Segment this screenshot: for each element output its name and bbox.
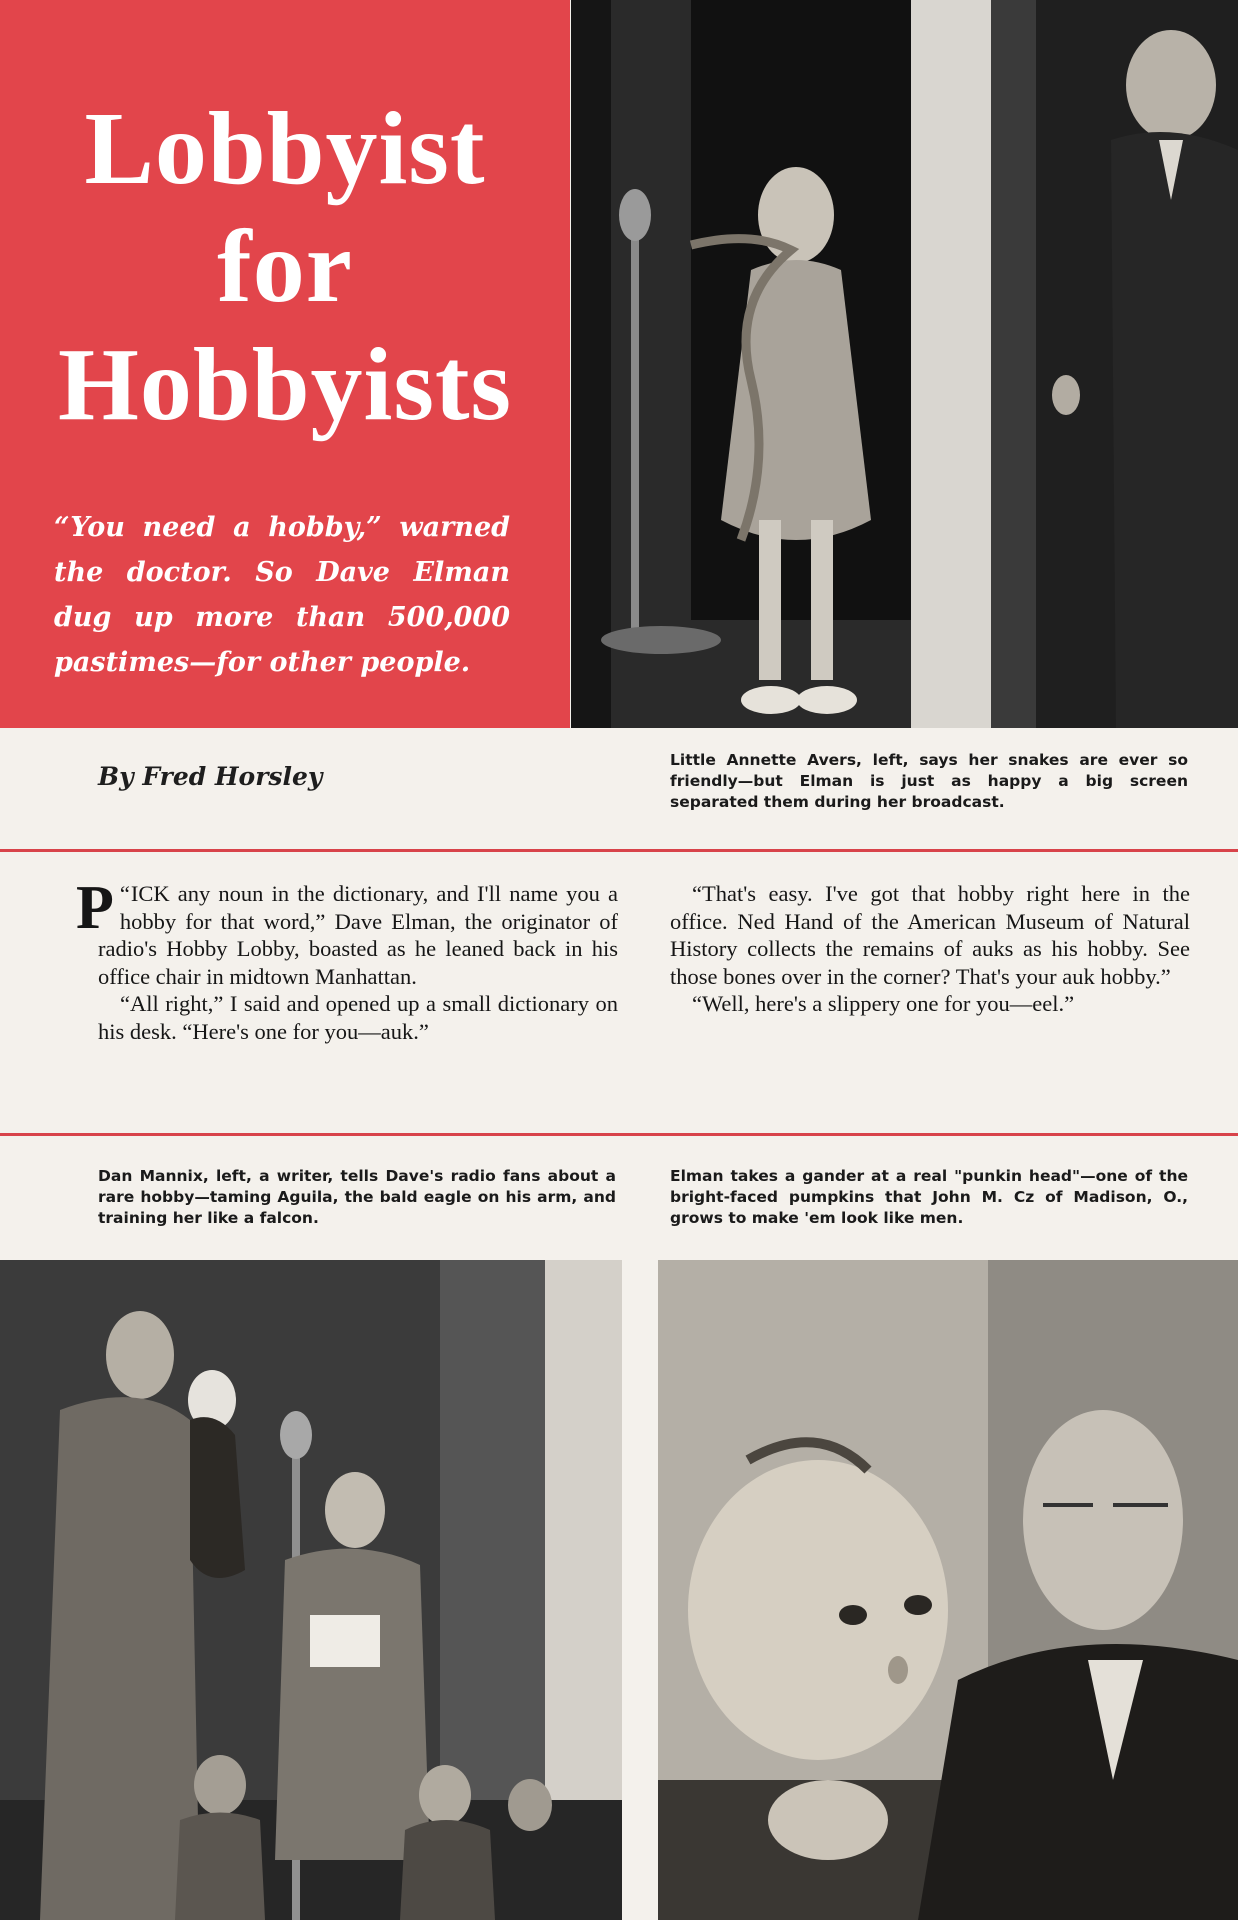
caption-bottom-left-photo: Dan Mannix, left, a writer, tells Dave's radio fans about a rare hobby—taming Aguila, the bald eagle on his arm, and training her like a falcon. (98, 1167, 616, 1227)
article-title (0, 90, 570, 444)
body-column-1 (76, 874, 618, 1045)
drop-cap: P (76, 874, 114, 942)
caption-top-photo: Little Annette Avers, left, says her snakes are ever so friendly—but Elman is just as happy a big screen separated them during her broadcast. (670, 751, 1188, 811)
divider-rule (0, 849, 1238, 852)
photo-girl-with-snake (571, 0, 1238, 728)
body-paragraph-4: “Well, here's a slippery one for you—eel.” (692, 991, 1075, 1016)
body-column-2 (670, 880, 1190, 1018)
caption-bottom-right-photo: Elman takes a gander at a real "punkin head"—one of the bright-faced pumpkins that John M. Cz of Madison, O., grows to make 'em look like men. (670, 1167, 1188, 1227)
photo-pumpkin-head (658, 1260, 1238, 1920)
body-paragraph-3: “That's easy. I've got that hobby right here in the office. Ned Hand of the American Museum of Natural History collects the remains of auks as his hobby. See those bones over in the corner? That's your auk hobby.” (670, 881, 1190, 989)
article-deck: “You need a hobby,” warned the doctor. So Dave Elman dug up more than 500,000 pastimes—for other people. (54, 512, 510, 678)
title-line-3: Hobbyists (57, 327, 513, 442)
title-line-2: for (217, 209, 353, 324)
body-paragraph-1 (76, 874, 618, 990)
byline: By Fred Horsley (98, 762, 323, 791)
paragraph-text: ICK any noun in the dictionary, and I'll name you a hobby for that word,” Dave Elman, the originator of radio's Hobby Lobby, boasted as he leaned back in his office chair in midtown Manhattan. (98, 881, 618, 989)
photo-man-with-eagle (0, 1260, 622, 1920)
title-line-1: Lobbyist (84, 91, 486, 206)
opening-quote: “ (119, 881, 130, 906)
body-paragraph-2: “All right,” I said and opened up a small dictionary on his desk. “Here's one for you—auk.” (98, 991, 618, 1044)
divider-rule (0, 1133, 1238, 1136)
title-panel (0, 0, 570, 728)
